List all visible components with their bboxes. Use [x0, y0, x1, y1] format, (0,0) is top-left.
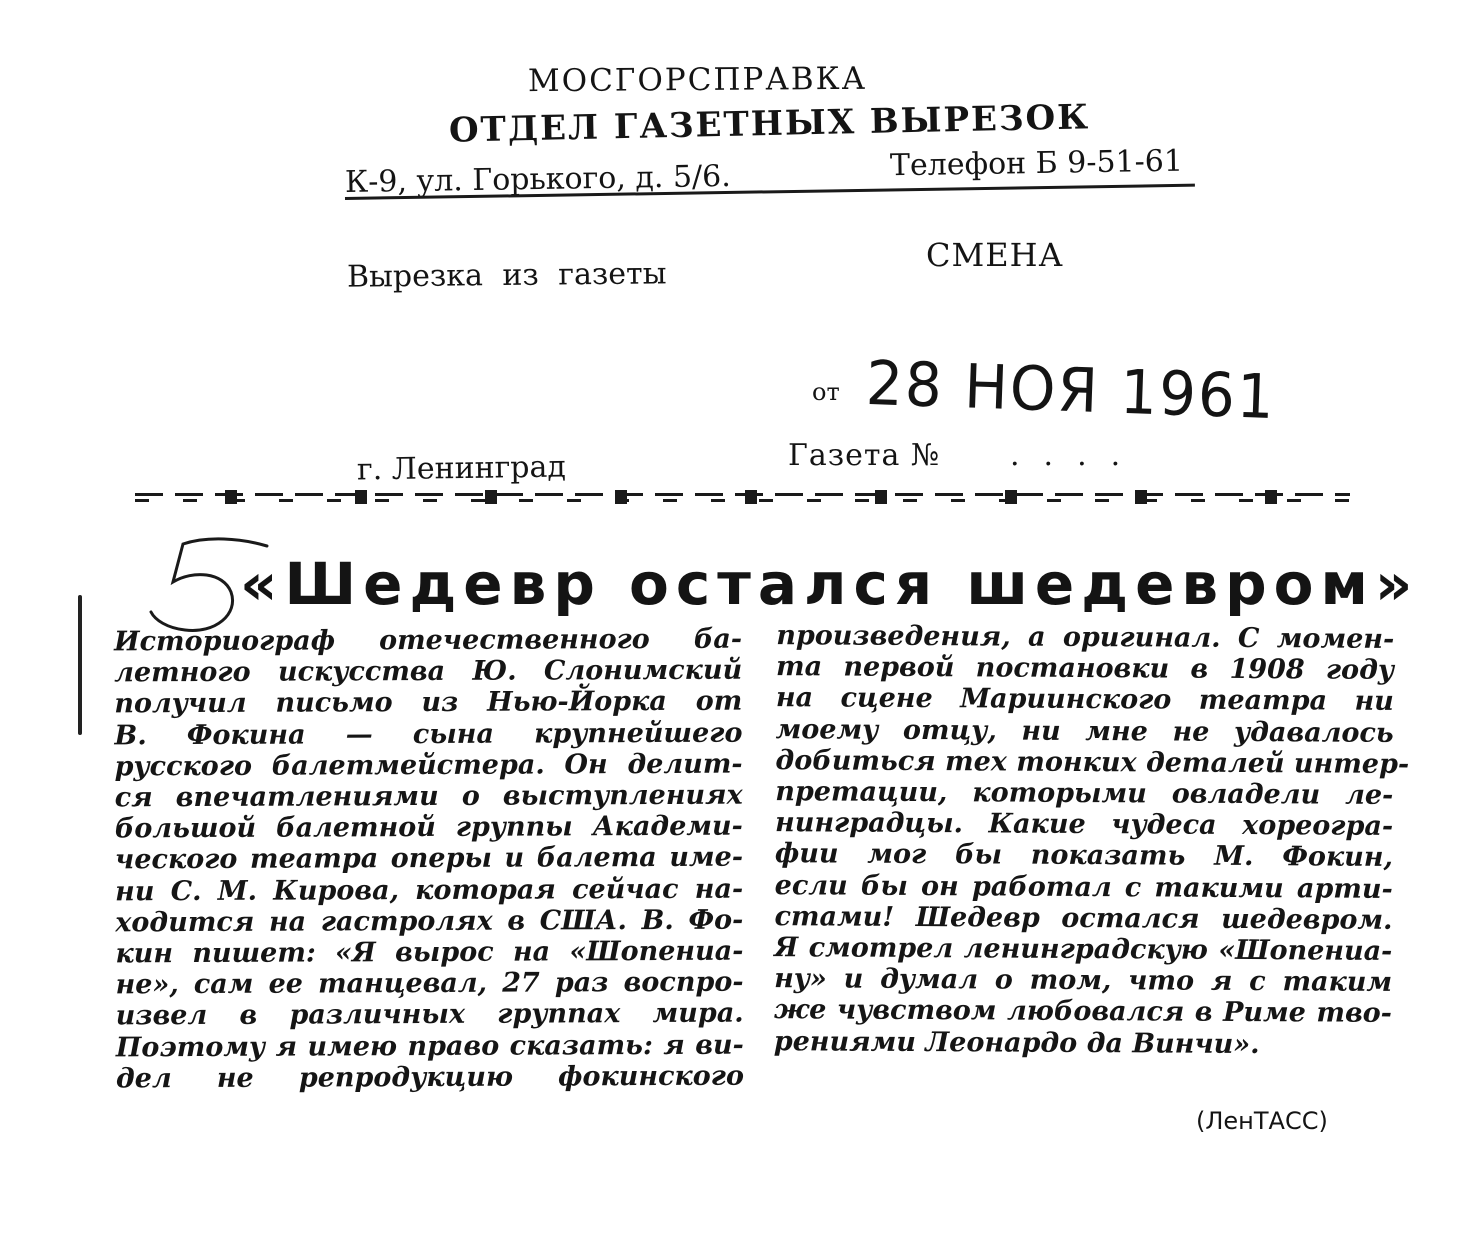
clipping-divider	[135, 488, 1350, 506]
article-headline: «Шедевр остался шедевром»	[240, 550, 1420, 618]
article-source: (ЛенТАСС)	[1196, 1107, 1328, 1135]
text-line: ни С. М. Кирова, которая сейчас на-	[115, 873, 744, 907]
margin-bar	[78, 595, 82, 735]
text-line: та первой постановки в 1908 году	[775, 651, 1395, 687]
text-line: извел в различных группах мира.	[115, 998, 744, 1032]
text-line: русского балетмейстера. Он делит-	[114, 748, 743, 783]
text-line: кин пишет: «Я вырос на «Шопениа-	[115, 935, 744, 970]
agency-name: МОСГОРСПРАВКА	[527, 60, 868, 100]
text-line: Я смотрел ленинградскую «Шопениа-	[774, 932, 1393, 967]
city-label: г. Ленинград	[356, 449, 567, 488]
text-line: Поэтому я имею право сказать: я ви-	[115, 1029, 744, 1064]
text-line: дел не репродукцию фокинского	[115, 1060, 745, 1095]
agency-address: К-9, ул. Горького, д. 5/6.	[344, 158, 732, 201]
text-line: если бы он работал с такими арти-	[774, 869, 1393, 905]
issue-number: ....	[1010, 438, 1145, 473]
text-line: не», сам ее танцевал, 27 раз воспро-	[115, 966, 744, 1001]
text-line: претации, которыми овладели ле-	[775, 776, 1394, 811]
date-prefix: от	[812, 378, 840, 406]
text-line: В. Фокина — сына крупнейшего	[114, 717, 743, 751]
text-line: на сцене Мариинского театра ни	[775, 682, 1394, 718]
text-line: фии мог бы показать М. Фокин,	[774, 838, 1393, 874]
newspaper-name: СМЕНА	[926, 236, 1064, 274]
text-line: ну» и думал о том, что я с таким	[774, 963, 1393, 999]
text-line: добиться тех тонких деталей интер-	[775, 744, 1410, 780]
clipping-label: Вырезка из газеты	[346, 256, 667, 295]
text-line: летного искусства Ю. Слонимский	[114, 654, 743, 689]
text-line: стами! Шедевр остался шедевром.	[774, 900, 1393, 936]
text-line: ческого театра оперы и балета име-	[114, 842, 744, 876]
text-line: ходится на гастролях в США. В. Фо-	[115, 904, 744, 939]
text-line: получил письмо из Нью-Йорка от	[114, 686, 743, 720]
text-line: ся впечатлениями о выступлениях	[114, 779, 743, 814]
agency-phone: Телефон Б 9-51-61	[889, 143, 1184, 184]
text-line: Историограф отечественного ба-	[113, 623, 743, 658]
text-line: нинградцы. Какие чудеса хореогра-	[775, 807, 1394, 843]
text-line: произведения, а оригинал. С момен-	[776, 620, 1395, 655]
text-line: большой балетной группы Академи-	[114, 810, 743, 845]
article-column-2	[773, 620, 1410, 1061]
date-stamp: 28 НОЯ 1961	[864, 347, 1277, 433]
department-name: ОТДЕЛ ГАЗЕТНЫХ ВЫРЕЗОК	[448, 97, 1091, 151]
text-line: моему отцу, ни мне не удавалось	[775, 713, 1394, 749]
issue-label: Газета №	[788, 438, 941, 473]
text-line: же чувством любовался в Риме тво-	[773, 994, 1393, 1030]
article-column-1	[114, 624, 744, 1095]
text-line: рениями Леонардо да Винчи».	[773, 1025, 1260, 1060]
